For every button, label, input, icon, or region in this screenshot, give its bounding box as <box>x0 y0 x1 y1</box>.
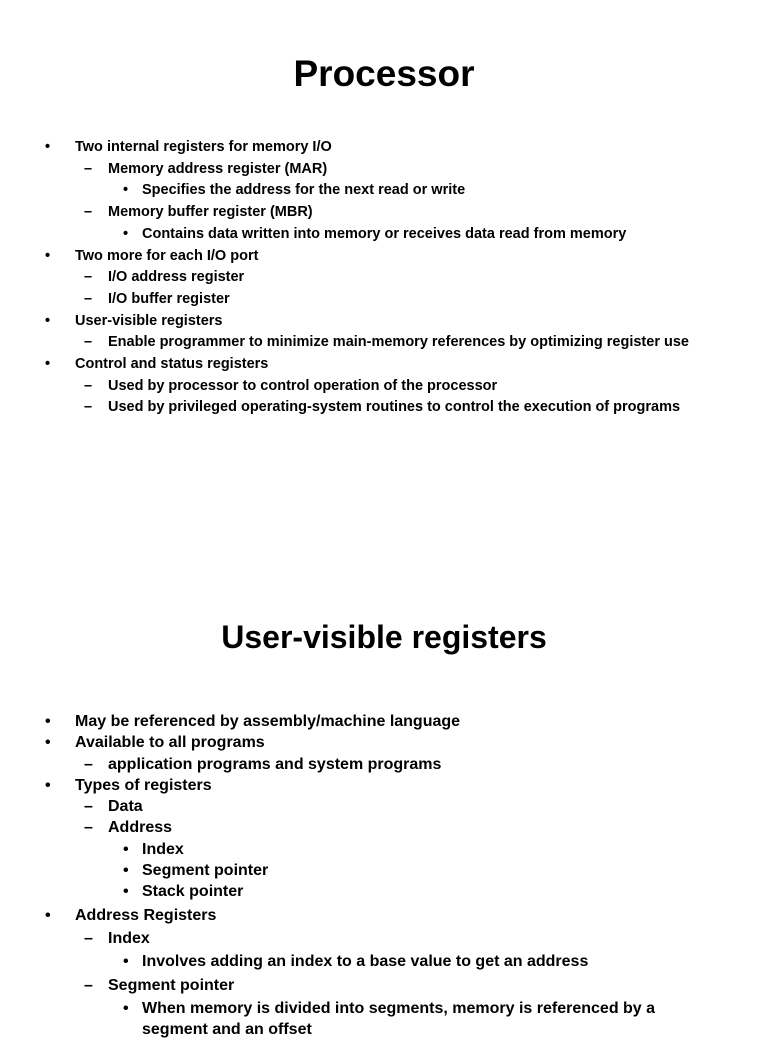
bullet-text: Available to all programs <box>75 734 265 752</box>
bullet-item <box>0 839 768 860</box>
dash-marker: – <box>84 399 93 416</box>
bullet-marker: • <box>123 225 129 242</box>
bullet-item <box>0 397 768 419</box>
bullet-text: Enable programmer to minimize main-memory references by optimizing register use <box>108 334 689 351</box>
bullet-text: Stack pointer <box>142 883 244 901</box>
bullet-text: Control and status registers <box>75 356 269 373</box>
bullet-marker: • <box>123 999 129 1017</box>
bullet-marker: • <box>45 247 51 264</box>
dash-marker: – <box>84 204 93 221</box>
bullet-text: Address <box>108 819 173 837</box>
dash-marker: – <box>84 269 93 286</box>
bullet-text: Used by processor to control operation of the processor <box>108 377 498 394</box>
bullet-item <box>0 332 768 354</box>
bullet-text: Data <box>108 798 143 816</box>
dash-marker: – <box>84 290 93 307</box>
bullet-item <box>0 998 768 1040</box>
slide-user-visible-registers <box>0 560 768 1039</box>
dash-marker: – <box>84 819 93 837</box>
dash-marker: – <box>84 377 93 394</box>
bullet-item <box>0 881 768 902</box>
bullet-item <box>0 311 768 333</box>
dash-marker: – <box>84 755 93 773</box>
bullet-item <box>0 817 768 838</box>
bullet-text: Two more for each I/O port <box>75 247 259 264</box>
bullet-item <box>0 180 768 202</box>
bullet-text: User-visible registers <box>75 312 223 329</box>
bullet-text: Involves adding an index to a base value to get an address <box>142 953 589 971</box>
dash-marker: – <box>84 976 93 994</box>
dash-marker: – <box>84 160 93 177</box>
bullet-text: Memory buffer register (MBR) <box>108 204 313 221</box>
bullet-marker: • <box>123 840 129 858</box>
bullet-marker: • <box>45 734 51 752</box>
bullet-marker: • <box>45 356 51 373</box>
dash-marker: – <box>84 929 93 947</box>
bullet-item <box>0 796 768 817</box>
bullet-item <box>0 928 768 949</box>
bullet-item <box>0 354 768 376</box>
bullet-item <box>0 951 768 972</box>
bullet-text: Types of registers <box>75 776 212 794</box>
bullet-marker: • <box>45 906 51 924</box>
bullet-item <box>0 267 768 289</box>
bullet-marker: • <box>123 883 129 901</box>
bullet-text: Index <box>142 840 184 858</box>
bullet-marker: • <box>45 713 51 730</box>
bullet-item <box>0 975 768 996</box>
bullet-list <box>0 711 768 1040</box>
bullet-text: application programs and system programs <box>108 755 442 773</box>
bullet-item <box>0 224 768 246</box>
bullet-text: Used by privileged operating-system routines to control the execution of programs <box>108 399 681 416</box>
bullet-marker: • <box>123 862 129 880</box>
bullet-item <box>0 905 768 926</box>
bullet-text: Segment pointer <box>108 976 235 994</box>
bullet-item <box>0 754 768 775</box>
bullet-text: Specifies the address for the next read or write <box>142 182 466 199</box>
bullet-item <box>0 860 768 881</box>
bullet-item <box>0 246 768 268</box>
bullet-text: Two internal registers for memory I/O <box>75 139 332 155</box>
bullet-marker: • <box>45 312 51 329</box>
bullet-text: Segment pointer <box>142 862 269 880</box>
bullet-text: When memory is divided into segments, memory is referenced by a segment and an offset <box>142 999 656 1039</box>
bullet-text: Address Registers <box>75 906 217 924</box>
dash-marker: – <box>84 798 93 816</box>
slide-title: User-visible registers <box>221 619 547 655</box>
bullet-marker: • <box>45 139 51 155</box>
bullet-text: Index <box>108 929 150 947</box>
bullet-text: Contains data written into memory or receives data read from memory <box>142 225 627 242</box>
bullet-marker: • <box>123 953 129 971</box>
bullet-item <box>0 711 768 732</box>
bullet-text: I/O address register <box>108 269 245 286</box>
slide-title: Processor <box>293 53 475 94</box>
bullet-item <box>0 137 768 159</box>
bullet-item <box>0 775 768 796</box>
dash-marker: – <box>84 334 93 351</box>
bullet-item <box>0 289 768 311</box>
bullet-marker: • <box>45 776 51 794</box>
bullet-text: Memory address register (MAR) <box>108 160 328 177</box>
bullet-text: May be referenced by assembly/machine language <box>75 713 461 730</box>
bullet-item <box>0 376 768 398</box>
bullet-text: I/O buffer register <box>108 290 230 307</box>
bullet-item <box>0 732 768 753</box>
bullet-list <box>0 137 768 419</box>
bullet-marker: • <box>123 182 129 199</box>
bullet-item <box>0 202 768 224</box>
bullet-item <box>0 159 768 181</box>
